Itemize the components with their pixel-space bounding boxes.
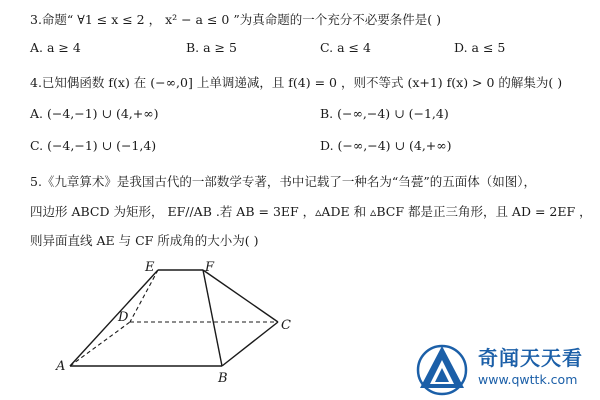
question-4-option-d: D. (−∞,−4) ∪ (4,+∞) [320,138,452,153]
vertex-label-e: E [145,260,155,275]
question-3-option-b: B. a ≥ 5 [186,40,237,55]
question-4-option-c: C. (−4,−1) ∪ (−1,4) [30,138,157,153]
question-5-stem-line-2: 四边形 ABCD 为矩形， EF//AB .若 AB = 3EF ，▵ADE 和 ▵BCF 都是正三角形，且 AD = 2EF ， [30,204,592,219]
vertex-label-f: F [205,260,215,275]
question-4-stem: 4.已知偶函数 f(x) 在 (−∞,0] 上单调递减，且 f(4) = 0 ，则不等式 (x+1) f(x) > 0 的解集为( ) [30,75,563,90]
edge-cf [203,270,278,322]
vertex-label-d: D [118,310,129,325]
edge-bc [222,322,278,366]
vertex-label-a: A [56,359,66,374]
edge-ae [70,270,158,366]
geometry-figure [50,258,310,391]
question-4-option-a: A. (−4,−1) ∪ (4,+∞) [30,106,159,121]
question-3-option-c: C. a ≤ 4 [320,40,371,55]
watermark-logo-icon [412,340,472,396]
watermark-name: 奇闻天天看 [478,346,583,370]
vertex-label-b: B [218,371,228,386]
vertex-label-c: C [281,318,291,333]
edge-ad-hidden [70,322,130,366]
edge-bf [203,270,222,366]
question-5-stem-line-1: 5.《九章算术》是我国古代的一部数学专著，书中记载了一种名为“刍甍”的五面体（如图）， [30,174,536,189]
question-3-option-d: D. a ≤ 5 [454,40,506,55]
question-3-option-a: A. a ≥ 4 [30,40,81,55]
question-3-stem: 3.命题“ ∀1 ≤ x ≤ 2 ， x² − a ≤ 0 ”为真命题的一个充分不必要条件是( ) [30,12,441,27]
question-5-stem-line-3: 则异面直线 AE 与 CF 所成角的大小为( ) [30,233,259,248]
watermark [408,336,600,400]
question-4-option-b: B. (−∞,−4) ∪ (−1,4) [320,106,449,121]
watermark-url: www.qwttk.com [478,372,578,387]
pentahedron-diagram [50,258,310,388]
